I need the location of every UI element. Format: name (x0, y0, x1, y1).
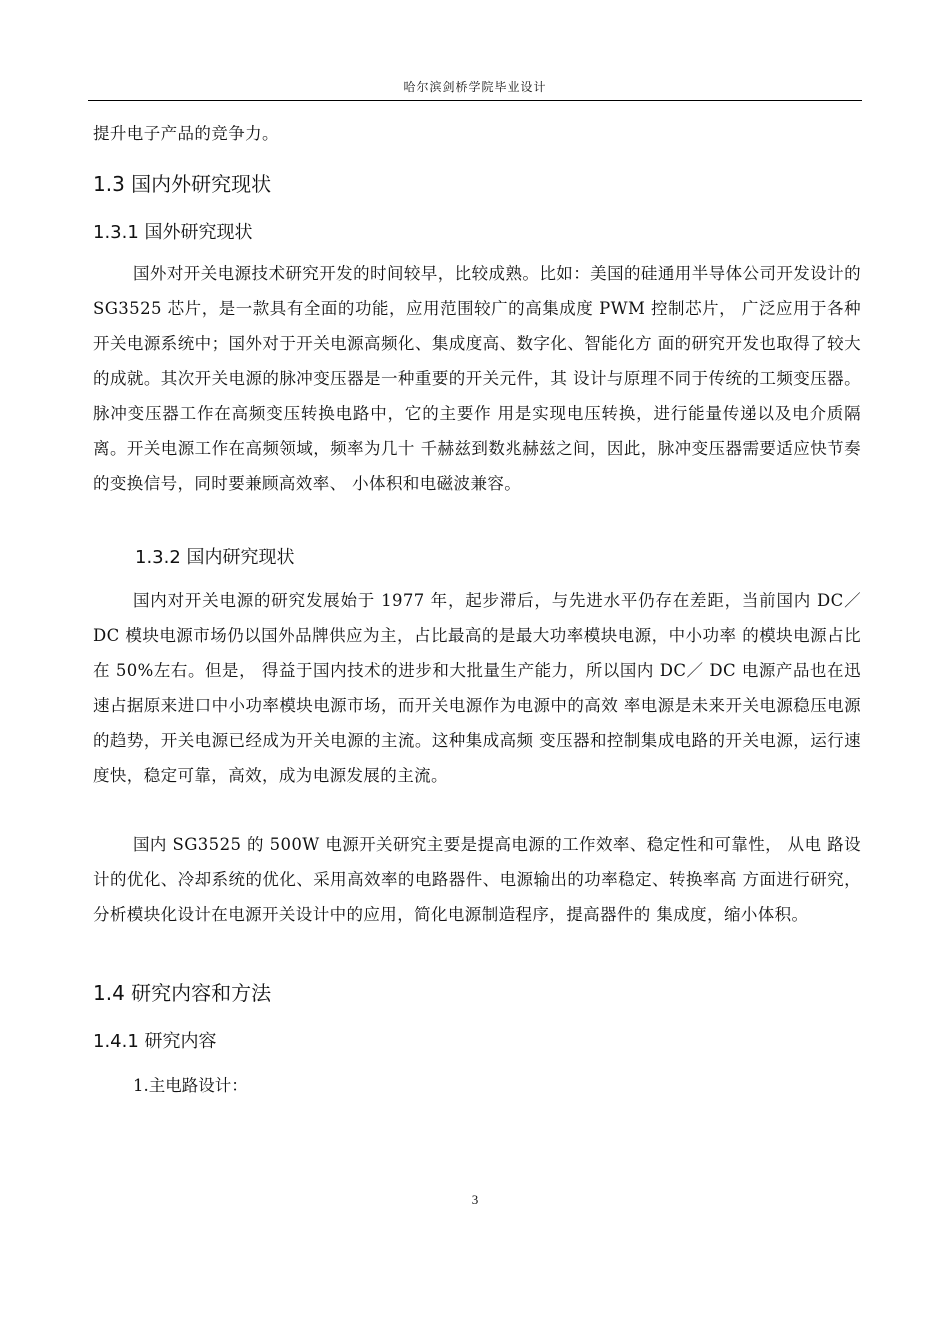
paragraph-domestic-research-1: 国内对开关电源的研究发展始于 1977 年，起步滞后，与先进水平仍存在差距，当前国内 DC／DC 模块电源市场仍以国外品牌供应为主，占比最高的是最大功率模块电源，中小功率 的模块电源占比在 50%左右。但是， 得益于国内技术的进步和大批量生产能力，所以国内 DC／ DC 电源产品也在迅速占据原来进口中小功率模块电源市场，而开关电源作为电源中的高效 率电源是未来开关电源稳压电源的趋势，开关电源已经成为开关电源的主流。这种集成高频 变压器和控制集成电路的开关电源，运行速度快，稳定可靠，高效，成为电源发展的主流。 (93, 591, 861, 785)
continuation-paragraph: 提升电子产品的竞争力。 (93, 124, 279, 143)
subsection-heading-1-4-1: 1.4.1 研究内容 (93, 1031, 217, 1052)
section-heading-1-3: 1.3 国内外研究现状 (93, 172, 272, 196)
list-item-main-circuit: 1.主电路设计： (133, 1076, 248, 1095)
subsection-heading-1-3-1: 1.3.1 国外研究现状 (93, 222, 253, 243)
paragraph-domestic-research-2: 国内 SG3525 的 500W 电源开关研究主要是提高电源的工作效率、稳定性和可靠性， 从电 路设计的优化、冷却系统的优化、采用高效率的电路器件、电源输出的功率稳定、转换率高 方面进行研究，分析模块化设计在电源开关设计中的应用，简化电源制造程序，提高器件的 集成度，缩小体积。 (93, 835, 861, 924)
subsection-heading-1-3-2: 1.3.2 国内研究现状 (135, 547, 295, 568)
page-header-title: 哈尔滨剑桥学院毕业设计 (403, 80, 547, 94)
header-divider (88, 100, 862, 101)
section-heading-1-4: 1.4 研究内容和方法 (93, 981, 272, 1005)
page-number: 3 (471, 1192, 479, 1207)
paragraph-foreign-research: 国外对开关电源技术研究开发的时间较早，比较成熟。比如：美国的硅通用半导体公司开发设计的 SG3525 芯片，是一款具有全面的功能，应用范围较广的高集成度 PWM 控制芯片， 广泛应用于各种开关电源系统中；国外对于开关电源高频化、集成度高、数字化、智能化方 面的研究开发也取得了较大的成就。其次开关电源的脉冲变压器是一种重要的开关元件，其 设计与原理不同于传统的工频变压器。脉冲变压器工作在高频变压转换电路中，它的主要作 用是实现电压转换，进行能量传递以及电介质隔离。开关电源工作在高频领域，频率为几十 千赫兹到数兆赫兹之间，因此，脉冲变压器需要适应快节奏的变换信号，同时要兼顾高效率、 小体积和电磁波兼容。 (93, 264, 861, 493)
